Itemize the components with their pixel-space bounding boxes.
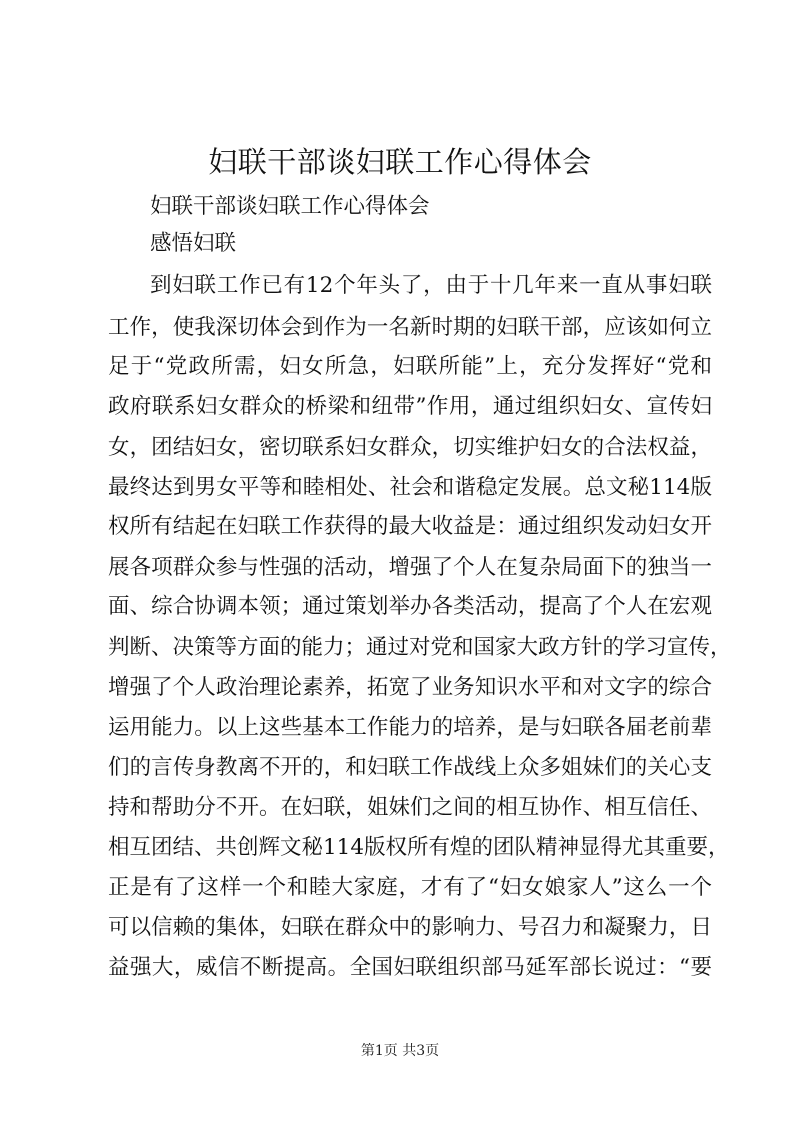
body-line: 工作，使我深切体会到作为一名新时期的妇联干部，应该如何立 xyxy=(108,315,712,340)
page-footer: 第1页 共3页 xyxy=(360,1043,440,1059)
body-line: 到妇联工作已有12个年头了，由于十几年来一直从事妇联 xyxy=(150,273,712,298)
body-line: 持和帮助分不开。在妇联，姐妹们之间的相互协作、相互信任、 xyxy=(108,795,712,820)
body-line: 运用能力。以上这些基本工作能力的培养，是与妇联各届老前辈 xyxy=(108,715,712,740)
body-line: 展各项群众参与性强的活动，增强了个人在复杂局面下的独当一 xyxy=(108,555,712,580)
body-line: 益强大，威信不断提高。全国妇联组织部马延军部长说过：“要 xyxy=(108,955,712,980)
section-heading: 感悟妇联 xyxy=(150,231,237,256)
document-title: 妇联干部谈妇联工作心得体会 xyxy=(208,145,592,179)
body-line: 增强了个人政治理论素养，拓宽了业务知识水平和对文字的综合 xyxy=(108,675,712,700)
body-line: 判断、决策等方面的能力；通过对党和国家大政方针的学习宣传， xyxy=(108,635,732,660)
body-line: 最终达到男女平等和睦相处、社会和谐稳定发展。总文秘114版 xyxy=(108,475,712,500)
body-line: 政府联系妇女群众的桥梁和纽带”作用，通过组织妇女、宣传妇 xyxy=(108,394,712,419)
body-line: 足于“党政所需，妇女所急，妇联所能”上，充分发挥好“党和 xyxy=(108,354,712,379)
body-line: 相互团结、共创辉文秘114版权所有煌的团队精神显得尤其重要， xyxy=(108,835,730,860)
body-line: 权所有结起在妇联工作获得的最大收益是：通过组织发动妇女开 xyxy=(108,514,712,539)
body-line: 可以信赖的集体，妇联在群众中的影响力、号召力和凝聚力，日 xyxy=(108,915,712,940)
document-subtitle: 妇联干部谈妇联工作心得体会 xyxy=(150,194,430,219)
body-line: 们的言传身教离不开的，和妇联工作战线上众多姐妹们的关心支 xyxy=(108,755,712,780)
body-line: 女，团结妇女，密切联系妇女群众，切实维护妇女的合法权益， xyxy=(108,435,712,460)
body-line: 面、综合协调本领；通过策划举办各类活动，提高了个人在宏观 xyxy=(108,594,712,619)
body-line: 正是有了这样一个和睦大家庭，才有了“妇女娘家人”这么一个 xyxy=(108,875,712,900)
